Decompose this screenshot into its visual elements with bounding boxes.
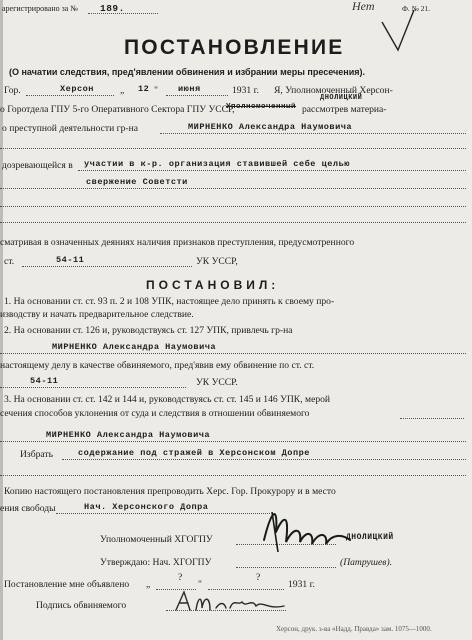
struck-word: Уполномоченный	[226, 103, 297, 111]
month-line	[166, 95, 228, 96]
document-page: арегистрировано за № 189. Нет Ф. № 21. ПОСТАНОВЛЕНИЕ (О начатии следствия, пред'явлении обвинения и избрании меры пресечения). Гор. Херсон „ 12 " июня 1931 г. Я, Уполномоченный Херсон- ДНОЛИЦКИЙ о Горотдела ГПУ 5-го Оперативного Сектора ГПУ УССР, Уполномоченный рассмотрев материа- о преступной деятельности гр-на МИРНЕНКО Александра Наумовича дозревающейся в участии в к-р. организация ставившей себе целью свержение Советcти сматривая в означенных деяниях наличия признаков преступления, предусмотренного ст. 54-11 УК УССР, ПОСТАНОВИЛ: 1. На основании ст. ст. 93 п. 2 и 108 УПК, настоящее дело принять к своему про- изводству и начать предварительное следствие. 2. На основании ст. 126 и, руководствуясь ст. 127 УПК, привлечь гр-на МИРНЕНКО Александра Наумовича настоящему делу в качестве обвиняемого, пред'явив ему обвинение по ст. ст. 54-11 УК УССР. 3. На основании ст. ст. 142 и 144 и, руководствуясь ст. ст. 145 и 146 УПК, мерой сечения способов уклонения от суда и следствия в отношении обвиняемого МИРНЕНКО Александра Наумовича Избрать содержание под стражей в Херсонском Допре Копию настоящего постановления препроводить Херс. Гор. Прокурору и в место ения свободы Нач. Херсонского Допра Уполномоченный ХГОГПУ ДНОЛИЦКИЙ Утверждаю: Нач. ХГОГПУ (Патрушев). Постановление мне объявлено „ ? " ? 1931 г. Подпись обвиняемого Херсон, друк. з-ва «Надд. Правда» зам. 1075—1000.	[0, 0, 472, 640]
registration-label: арегистрировано за №	[2, 4, 78, 13]
accused-line	[160, 133, 466, 134]
top-handwritten-mark: Нет	[352, 0, 375, 13]
decided-heading: ПОСТАНОВИЛ:	[146, 278, 280, 292]
choose-label: Избрать	[20, 449, 53, 460]
considered-text: рассмотрев материа-	[302, 104, 387, 115]
blank-line-3	[0, 222, 466, 223]
printer-footer: Херсон, друк. з-ва «Надд. Правда» зам. 1075—1000.	[276, 625, 432, 633]
handwritten-check-mark	[378, 8, 418, 58]
officer-sign-name: ДНОЛИЦКИЙ	[346, 533, 394, 542]
copy-place-line	[56, 513, 270, 514]
item-3-tail-line	[400, 418, 464, 419]
suspicion-line-1	[78, 170, 466, 171]
announced-day: ?	[178, 572, 183, 583]
finding-code: УК УССР,	[196, 256, 238, 267]
finding-article: 54-11	[56, 255, 85, 265]
item-2-line-1: 2. На основании ст. 126 и, руководствуясь ст. 127 УПК, привлечь гр-на	[4, 325, 293, 336]
month: июня	[178, 84, 201, 94]
city-prefix: Гор.	[4, 85, 21, 96]
officer-name-typed: ДНОЛИЦКИЙ	[320, 94, 363, 102]
item-3-line-2: сечения способов уклонения от суда и следствия в отношении обвиняемого	[0, 408, 310, 419]
accused-name: МИРНЕНКО Александра Наумовича	[188, 122, 353, 132]
copy-line-2: ения свободы	[0, 503, 56, 514]
accused-signature	[172, 588, 292, 618]
accused-sign-label: Подпись обвиняемого	[36, 600, 127, 611]
approve-line	[236, 567, 336, 568]
chief-name: (Патрушев).	[340, 557, 393, 568]
item-2-name: МИРНЕНКО Александра Наумовича	[52, 342, 217, 352]
copy-place: Нач. Херсонского Допра	[84, 502, 209, 512]
suspicion-line-2	[0, 188, 466, 189]
item-2-code: УК УССР.	[196, 377, 238, 388]
finding-article-line	[22, 266, 192, 267]
form-number: Ф. № 21.	[402, 4, 431, 13]
item-2-name-line	[0, 353, 466, 354]
item-2-article-line	[0, 387, 186, 388]
suspicion-text-1: участии в к-р. организация ставившей себе целью	[84, 159, 350, 169]
department: о Горотдела ГПУ 5-го Оперативного Сектора ГПУ УССР,	[0, 104, 235, 115]
measure-line	[62, 459, 466, 460]
officer-signature	[258, 502, 358, 560]
item-1-line-1: 1. На основании ст. ст. 93 п. 2 и 108 УПК, настоящее дело принять к своему про-	[4, 296, 335, 307]
item-3-line-1: 3. На основании ст. ст. 142 и 144 и, руководствуясь ст. ст. 145 и 146 УПК, мерой	[4, 394, 331, 405]
item-2-line-2: настоящему делу в качестве обвиняемого, пред'явив ему обвинение по ст. ст.	[0, 360, 315, 371]
approve-label: Утверждаю: Нач. ХГОГПУ	[100, 557, 212, 568]
document-subtitle: (О начатии следствия, пред'явлении обвинения и избрании меры пресечения).	[9, 67, 365, 77]
city-line	[26, 95, 114, 96]
suspicion-label: дозревающейся в	[2, 160, 73, 171]
item-3-name-line	[0, 441, 466, 442]
officer-intro: Я, Уполномоченный Херсон-	[274, 85, 393, 96]
item-1-line-2: изводству и начать предварительное следствие.	[0, 309, 194, 320]
item-3-name: МИРНЕНКО Александра Наумовича	[46, 430, 211, 440]
announced-year: 1931 г.	[288, 579, 315, 590]
registration-number: 189.	[100, 3, 125, 14]
finding-text: сматривая в означенных деяниях наличия признаков преступления, предусмотренного	[0, 237, 355, 248]
year: 1931 г.	[232, 85, 259, 96]
blank-line-2	[0, 206, 466, 207]
blank-line	[0, 148, 466, 149]
city-name: Херсон	[60, 84, 94, 94]
document-title: ПОСТАНОВЛЕНИЕ	[124, 36, 345, 59]
announced-label: Постановление мне объявлено	[4, 579, 130, 590]
about-text: о преступной деятельности гр-на	[2, 123, 138, 134]
paper-edge	[0, 0, 3, 640]
item-2-article: 54-11	[30, 376, 59, 386]
copy-line-1: Копию настоящего постановления препроводить Херс. Гор. Прокурору и в место	[4, 486, 336, 497]
finding-st-prefix: ст.	[4, 256, 15, 267]
measure-text: содержание под стражей в Херсонском Допре	[78, 448, 310, 458]
day: 12	[138, 84, 150, 94]
officer-sign-label: Уполномоченный ХГОГПУ	[100, 534, 213, 545]
blank-line-4	[0, 475, 466, 476]
suspicion-text-2: свержение Советcти	[86, 177, 188, 187]
